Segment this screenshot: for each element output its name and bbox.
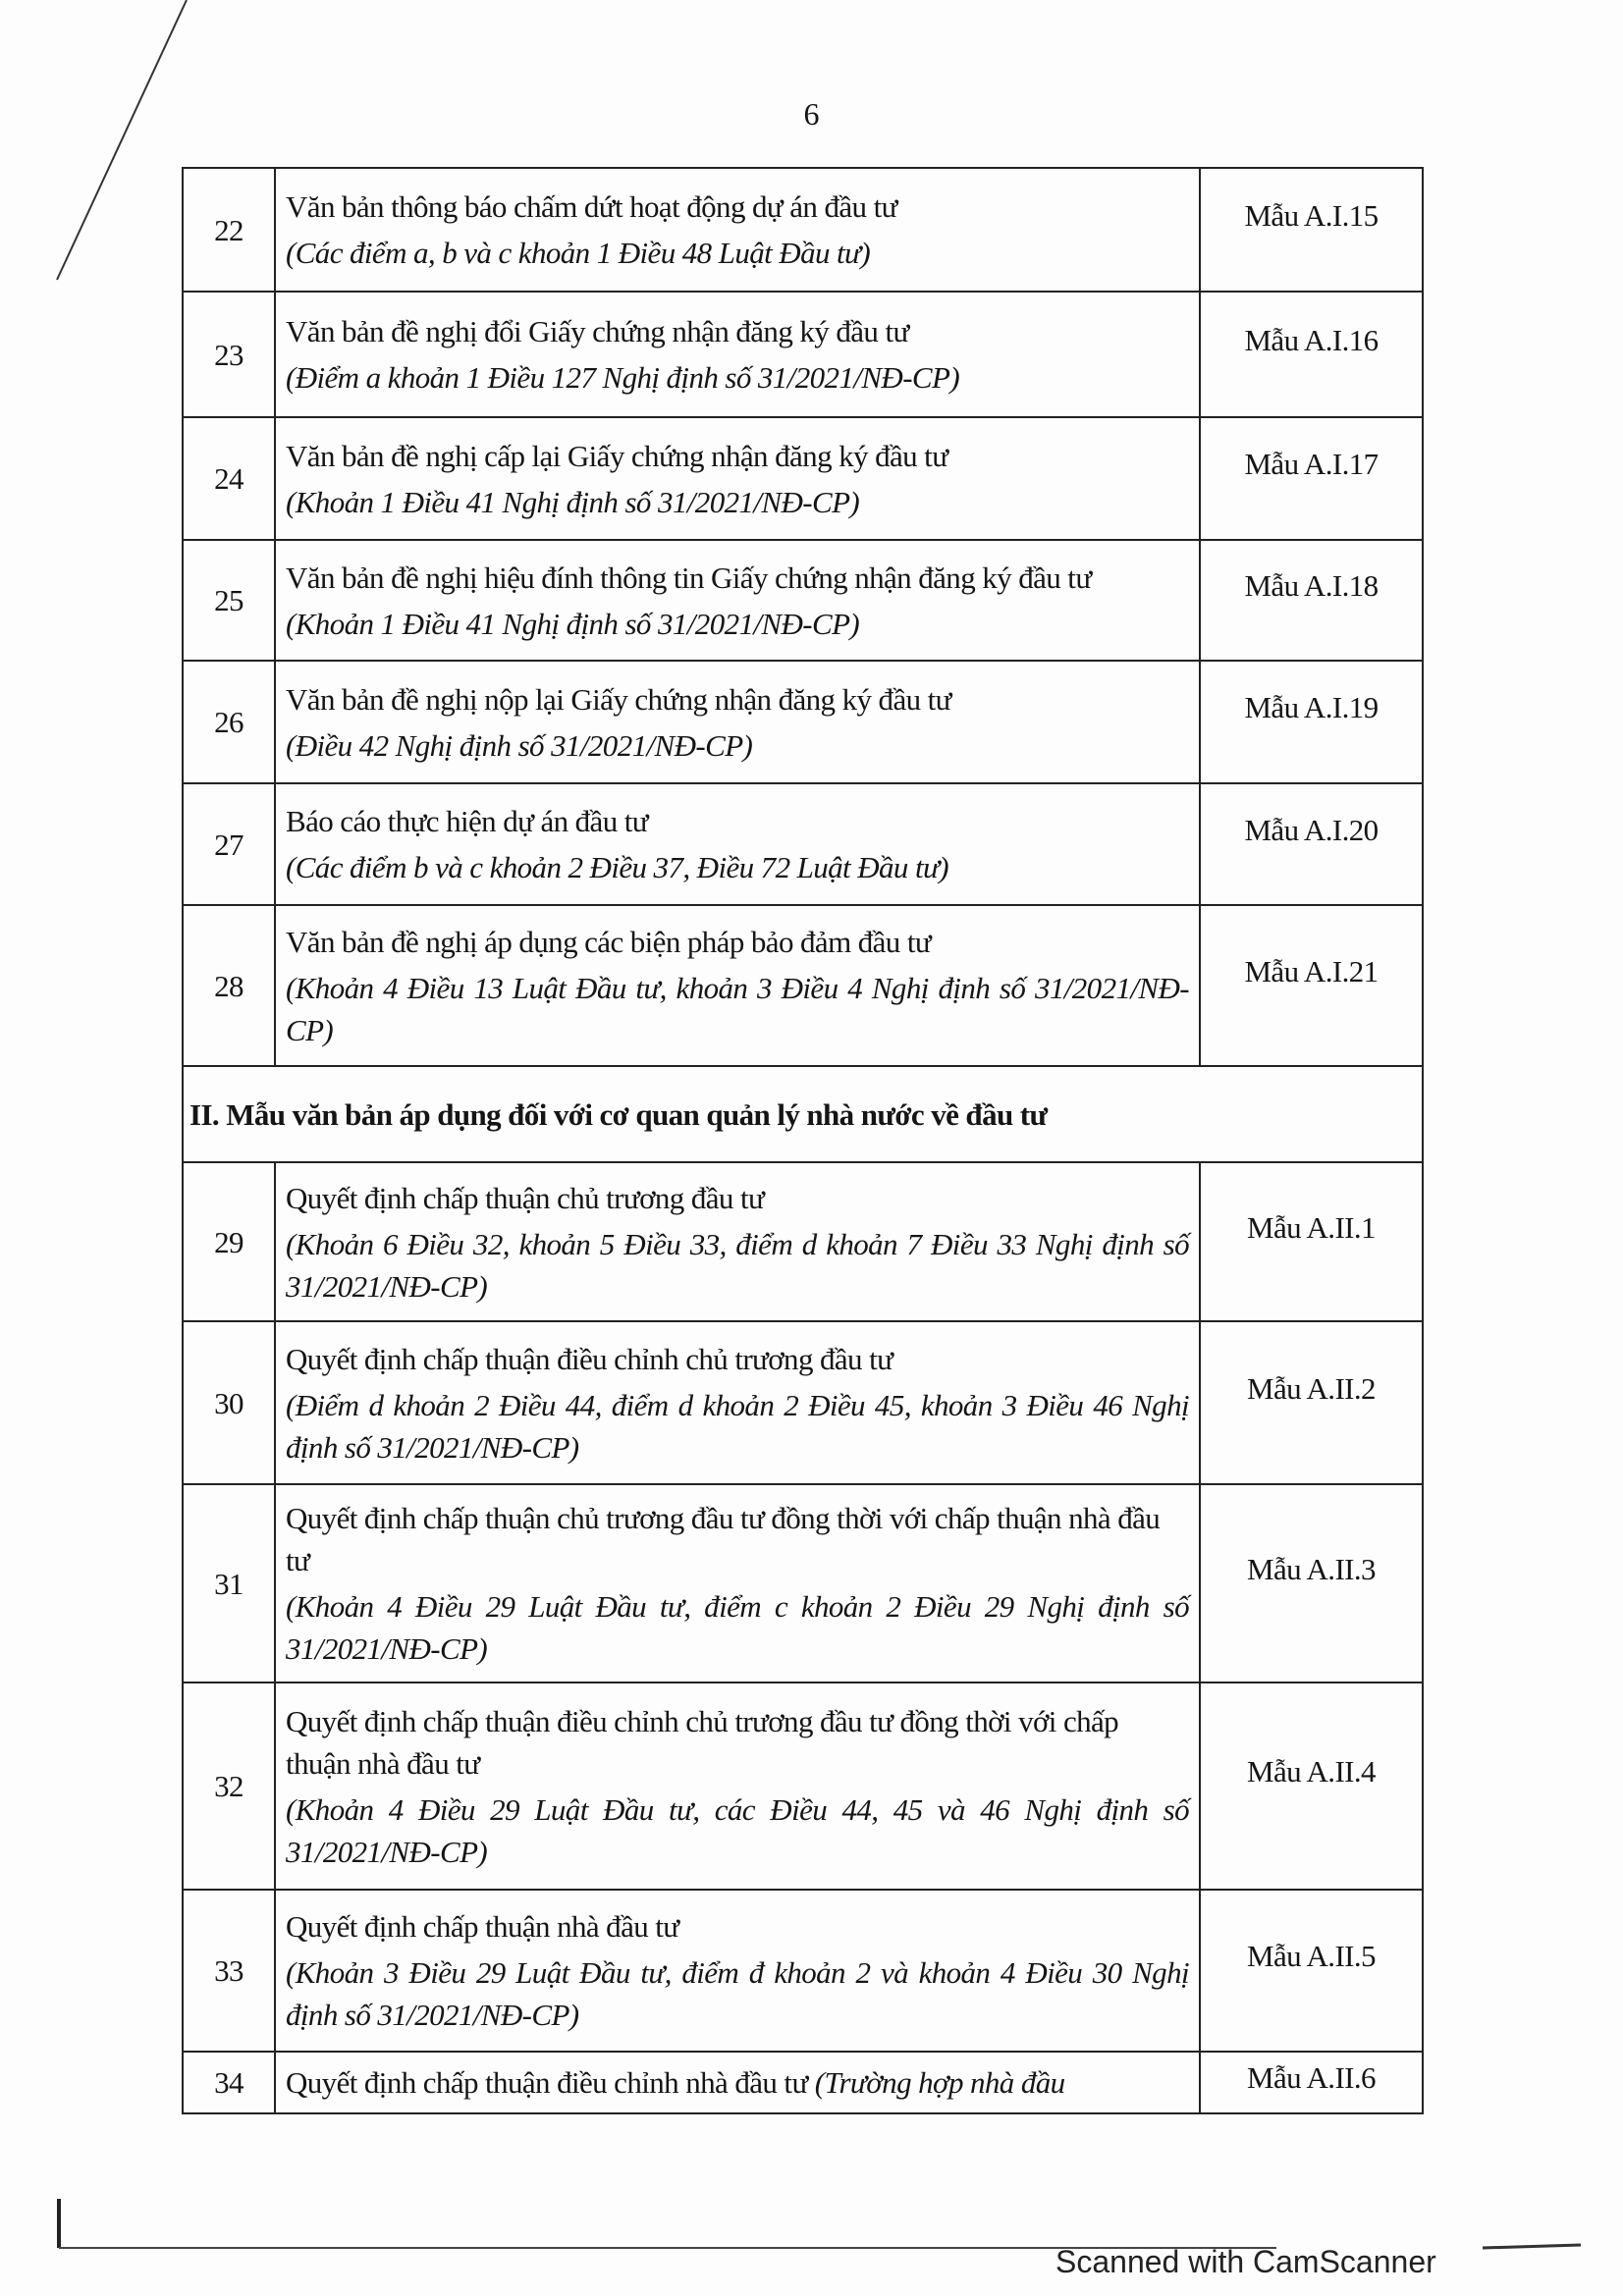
- form-code: [1200, 1162, 1423, 1321]
- form-code: [1200, 1321, 1423, 1484]
- form-description: [275, 1484, 1200, 1682]
- form-code: [1200, 905, 1423, 1066]
- table-row: [183, 540, 1423, 661]
- form-title: Quyết định chấp thuận nhà đầu tư: [286, 1909, 679, 1944]
- row-number: 22: [183, 168, 275, 292]
- legal-basis: (Các điểm a, b và c khoản 1 Điều 48 Luật Đầu tư): [286, 236, 871, 270]
- form-title: Văn bản đề nghị hiệu đính thông tin Giấy chứng nhận đăng ký đầu tư: [286, 560, 1092, 595]
- table-row: [183, 1682, 1423, 1890]
- row-number: 30: [183, 1321, 275, 1484]
- legal-basis: (Điều 42 Nghị định số 31/2021/NĐ-CP): [286, 727, 753, 763]
- form-code-label: Mẫu A.I.18: [1244, 568, 1379, 603]
- form-code-label: Mẫu A.II.6: [1247, 2060, 1376, 2095]
- form-code-label: Mẫu A.I.16: [1244, 322, 1379, 357]
- form-title: Quyết định chấp thuận điều chỉnh chủ trương đầu tư: [286, 1341, 893, 1376]
- form-title: Văn bản đề nghị áp dụng các biện pháp bảo đảm đầu tư: [286, 924, 932, 959]
- table-row: [183, 1890, 1423, 2052]
- legal-basis: (Điểm d khoản 2 Điều 44, điểm d khoản 2 Điều 45, khoản 3 Điều 46 Nghị định số 31/2021/NĐ-CP): [286, 1387, 1189, 1465]
- form-description: [275, 540, 1200, 661]
- legal-basis: (Khoản 6 Điều 32, khoản 5 Điều 33, điểm d khoản 7 Điều 33 Nghị định số 31/2021/NĐ-CP): [286, 1226, 1189, 1304]
- legal-basis: (Điểm a khoản 1 Điều 127 Nghị định số 31/2021/NĐ-CP): [286, 360, 960, 395]
- form-code: [1200, 292, 1423, 417]
- legal-basis: (Khoản 3 Điều 29 Luật Đầu tư, điểm đ khoản 2 và khoản 4 Điều 30 Nghị định số 31/2021/NĐ-CP): [286, 1955, 1189, 2032]
- form-description: [275, 1682, 1200, 1890]
- table-row: [183, 417, 1423, 540]
- legal-basis: (Các điểm b và c khoản 2 Điều 37, Điều 72 Luật Đầu tư): [286, 850, 948, 884]
- form-code-label: Mẫu A.I.19: [1244, 690, 1379, 724]
- form-description: [275, 2052, 1200, 2113]
- row-number: 26: [183, 661, 275, 783]
- form-code-label: Mẫu A.II.1: [1247, 1209, 1376, 1245]
- page-number: 6: [803, 96, 820, 132]
- section-row: [183, 1066, 1423, 1162]
- row-number: 31: [183, 1484, 275, 1682]
- form-description: [275, 905, 1200, 1066]
- form-description: [275, 292, 1200, 417]
- table-row: [183, 1162, 1423, 1321]
- form-description: [275, 168, 1200, 292]
- row-number: 29: [183, 1162, 275, 1321]
- legal-basis: (Khoản 4 Điều 29 Luật Đầu tư, điểm c khoản 2 Điều 29 Nghị định số 31/2021/NĐ-CP): [286, 1589, 1189, 1666]
- table-row: [183, 661, 1423, 783]
- table-row: [183, 292, 1423, 417]
- form-code: [1200, 1890, 1423, 2052]
- legal-basis: (Khoản 4 Điều 13 Luật Đầu tư, khoản 3 Điều 4 Nghị định số 31/2021/NĐ-CP): [286, 970, 1189, 1047]
- form-title: Quyết định chấp thuận chủ trương đầu tư đồng thời với chấp thuận nhà đầu tư: [286, 1501, 1161, 1577]
- row-number: 23: [183, 292, 275, 417]
- form-title: Quyết định chấp thuận chủ trương đầu tư: [286, 1180, 765, 1215]
- form-description: [275, 783, 1200, 905]
- form-code-label: Mẫu A.I.20: [1244, 812, 1379, 847]
- legal-basis: (Trường hợp nhà đầu: [814, 2065, 1065, 2100]
- table-row: [183, 783, 1423, 905]
- form-code: [1200, 2052, 1423, 2113]
- form-title: Quyết định chấp thuận điều chỉnh nhà đầu tư: [286, 2065, 808, 2100]
- form-code: [1200, 661, 1423, 783]
- form-title: Văn bản đề nghị nộp lại Giấy chứng nhận đăng ký đầu tư: [286, 681, 951, 717]
- form-description: [275, 661, 1200, 783]
- form-code-label: Mẫu A.I.17: [1244, 447, 1379, 481]
- camscanner-watermark: Scanned with CamScanner: [1055, 2244, 1436, 2279]
- form-title: Văn bản đề nghị cấp lại Giấy chứng nhận đăng ký đầu tư: [286, 438, 948, 473]
- row-number: 25: [183, 540, 275, 661]
- row-number: 33: [183, 1890, 275, 2052]
- form-code: [1200, 1484, 1423, 1682]
- table-row: [183, 2052, 1423, 2113]
- table-row: [183, 905, 1423, 1066]
- form-code: [1200, 168, 1423, 292]
- form-code: [1200, 1682, 1423, 1890]
- form-title: Quyết định chấp thuận điều chỉnh chủ trương đầu tư đồng thời với chấp thuận nhà đầu tư: [286, 1703, 1119, 1781]
- form-code: [1200, 417, 1423, 540]
- form-description: [275, 1890, 1200, 2052]
- section-heading: II. Mẫu văn bản áp dụng đối với cơ quan quản lý nhà nước về đầu tư: [183, 1066, 1423, 1162]
- form-code-label: Mẫu A.II.5: [1247, 1939, 1376, 1973]
- form-code-label: Mẫu A.II.3: [1247, 1551, 1376, 1586]
- form-description: [275, 1321, 1200, 1484]
- row-number: 32: [183, 1682, 275, 1890]
- form-title: Văn bản thông báo chấm dứt hoạt động dự án đầu tư: [286, 189, 897, 224]
- form-description: [275, 1162, 1200, 1321]
- form-code-label: Mẫu A.II.4: [1247, 1754, 1376, 1789]
- form-description: [275, 417, 1200, 540]
- row-number: 28: [183, 905, 275, 1066]
- row-number: 27: [183, 783, 275, 905]
- form-code-label: Mẫu A.I.15: [1244, 197, 1379, 233]
- legal-basis: (Khoản 4 Điều 29 Luật Đầu tư, các Điều 44, 45 và 46 Nghị định số 31/2021/NĐ-CP): [286, 1791, 1189, 1869]
- table-row: [183, 1484, 1423, 1682]
- legal-basis: (Khoản 1 Điều 41 Nghị định số 31/2021/NĐ-CP): [286, 606, 860, 641]
- table-row: [183, 168, 1423, 292]
- legal-basis: (Khoản 1 Điều 41 Nghị định số 31/2021/NĐ-CP): [286, 484, 860, 519]
- form-title: Báo cáo thực hiện dự án đầu tư: [286, 804, 648, 838]
- row-number: 34: [183, 2052, 275, 2113]
- form-code-label: Mẫu A.II.2: [1247, 1370, 1376, 1406]
- form-code-label: Mẫu A.I.21: [1244, 953, 1379, 988]
- document-forms-table: [182, 167, 1424, 2114]
- form-code: [1200, 540, 1423, 661]
- table-row: [183, 1321, 1423, 1484]
- row-number: 24: [183, 417, 275, 540]
- form-code: [1200, 783, 1423, 905]
- form-title: Văn bản đề nghị đổi Giấy chứng nhận đăng ký đầu tư: [286, 314, 909, 348]
